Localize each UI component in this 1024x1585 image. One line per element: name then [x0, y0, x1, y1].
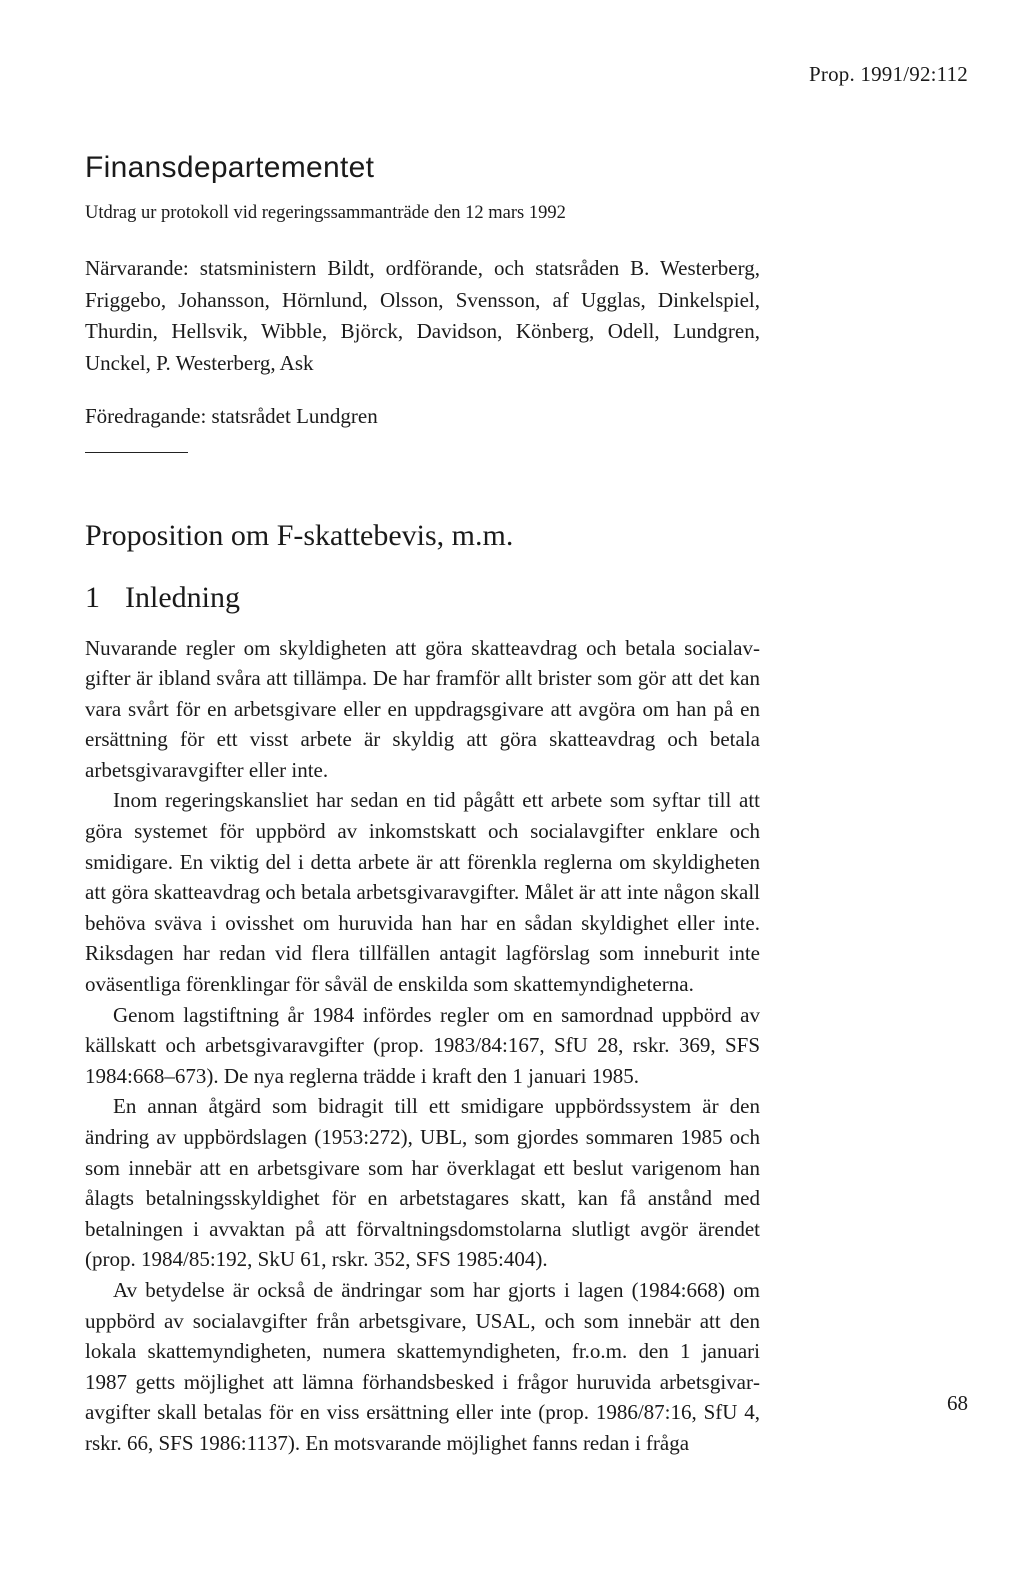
section-heading	[85, 581, 760, 616]
paragraph: Inom regeringskansliet har sedan en tid pågått ett arbete som syftar till att göra systemet för uppbörd av inkomstskatt och socialavgifter enklare och smidigare. En viktig del i detta arbete är att förenkla reglerna om skyldigheten att göra skatteavdrag och betala arbetsgivaravgifter. Målet är att inte någon skall behöva sväva i ovisshet om huruvida han har en sådan skyldighet eller inte. Riksdagen har redan vid flera tillfällen antagit lagförslag som inneburit inte oväsentliga förenklingar för såväl de enskilda som skattemyndigheterna.	[85, 788, 760, 997]
department-title: Finansdepartementet	[85, 151, 375, 184]
paragraph: Av betydelse är också de ändringar som har gjorts i lagen (1984:668) om uppbörd av socialavgifter från arbetsgivare, USAL, och som innebär att den lokala skattemyndigheten, numera skattemyndigheten, fr.o.m. den 1 januari 1987 getts möjlighet att lämna förhandsbesked i frågor huruvida arbetsgivaravgifter skall betalas för en viss ersättning eller inte (prop. 1986/87:16, SfU 4, rskr. 66, SFS 1986:1137). En motsvarande möjlighet fanns redan i fråga	[85, 1277, 760, 1455]
page-content	[85, 150, 760, 1459]
presenter-line: Föredragande: statsrådet Lundgren	[85, 404, 378, 428]
attendees-list: Närvarande: statsministern Bildt, ordförande, och statsråden B. Westerberg, Friggebo, Johansson, Hörnlund, Olsson, Svensson, af Ugglas, Dinkelspiel, Thurdin, Hellsvik, Wibble, Björck, Davidson, Könberg, Odell, Lundgren, Unckel, P. Westerberg, Ask	[85, 256, 760, 375]
section-title: Inledning	[125, 581, 240, 614]
protocol-excerpt: Utdrag ur protokoll vid regeringssammanträde den 12 mars 1992	[85, 203, 566, 223]
proposition-reference: Prop. 1991/92:112	[809, 62, 968, 86]
paragraph: Genom lagstiftning år 1984 infördes regler om en samordnad uppbörd av källskatt och arbetsgivaravgifter (prop. 1983/84:167, SfU 28, rskr. 369, SFS 1984:668–673). De nya reglerna trädde i kraft den 1 januari 1985.	[85, 1002, 760, 1088]
paragraph: Nuvarande regler om skyldigheten att göra skatteavdrag och betala socialavgifter är ibland svåra att tillämpa. De har framför allt brister som gör att det kan vara svårt för en arbetsgivare eller en uppdragsgivare att avgöra om han på en ersättning för ett visst arbete är skyldig att göra skatteavdrag och betala arbetsgivaravgifter eller inte.	[85, 635, 760, 782]
body-text	[85, 633, 760, 1459]
page-number: 68	[947, 1391, 968, 1415]
section-number: 1	[85, 581, 100, 614]
section-separator	[85, 452, 188, 453]
proposition-title: Proposition om F-skattebevis, m.m.	[85, 518, 514, 552]
paragraph: En annan åtgärd som bidragit till ett smidigare uppbördssystem är den ändring av uppbördslagen (1953:272), UBL, som gjordes sommaren 1985 och som innebär att en arbetsgivare som har överklagat ett beslut varigenom han ålagts betalningsskyldighet för en arbetstagares skatt, kan få anstånd med betalningen i avvaktan på att förvaltningsdomstolarna slutligt avgör ärendet (prop. 1984/85:192, SkU 61, rskr. 352, SFS 1985:404).	[85, 1094, 760, 1272]
